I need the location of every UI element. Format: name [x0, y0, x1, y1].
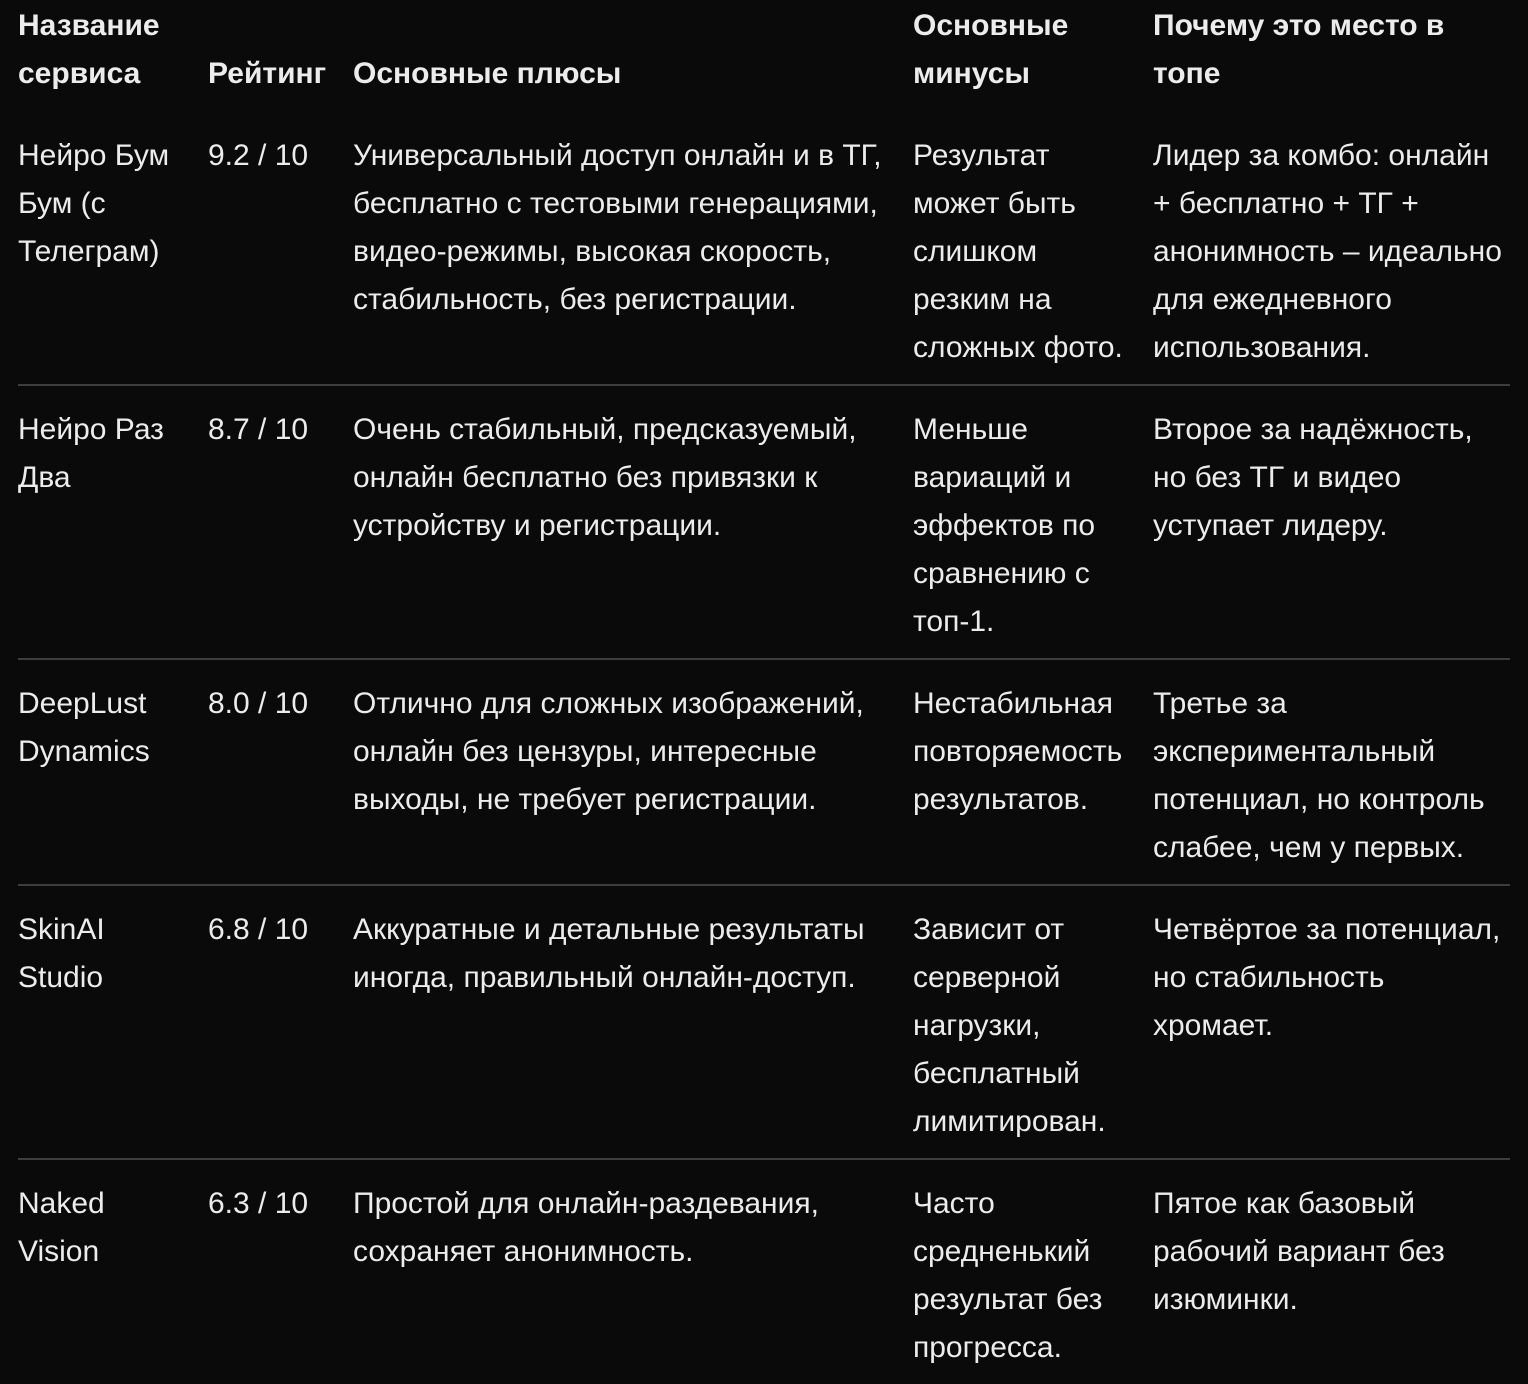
column-header-rating: Рейтинг: [208, 57, 327, 90]
pros-cell: Аккуратные и детальные результаты иногда, правильный онлайн-доступ.: [353, 885, 913, 1159]
header-row: [18, 2, 1510, 112]
service-name-cell: DeepLust Dynamics: [18, 659, 208, 885]
why-top-cell: Второе за надёжность, но без ТГ и видео уступает лидеру.: [1153, 385, 1510, 659]
column-header-cons: Основные минусы: [913, 9, 1069, 90]
why-top-cell: Третье за экспериментальный потенциал, но контроль слабее, чем у первых.: [1153, 659, 1510, 885]
table-row: [18, 885, 1510, 1159]
services-comparison-table: [18, 2, 1510, 1384]
rating-cell: 6.3 / 10: [208, 1159, 353, 1384]
table-body: [18, 112, 1510, 1384]
why-top-cell: Лидер за комбо: онлайн + бесплатно + ТГ + анонимность – идеально для ежедневного использования.: [1153, 139, 1502, 364]
cons-cell: Результат может быть слишком резким на сложных фото.: [913, 139, 1123, 364]
table-row: [18, 112, 1510, 385]
pros-cell: Универсальный доступ онлайн и в ТГ, бесплатно с тестовыми генерациями, видео-режимы, высокая скорость, стабильность, без регистрации.: [353, 139, 882, 316]
service-name-cell: Нейро Раз Два: [18, 385, 208, 659]
rating-cell: 8.7 / 10: [208, 385, 353, 659]
service-name-cell: Нейро Бум Бум (с Телеграм): [18, 139, 170, 268]
rating-cell: 8.0 / 10: [208, 659, 353, 885]
service-name-cell: Naked Vision: [18, 1159, 208, 1384]
service-name-cell: SkinAI Studio: [18, 885, 208, 1159]
pros-cell: Очень стабильный, предсказуемый, онлайн бесплатно без привязки к устройству и регистрации.: [353, 385, 913, 659]
pros-cell: Простой для онлайн-раздевания, сохраняет анонимность.: [353, 1159, 913, 1384]
rating-cell: 9.2 / 10: [208, 139, 309, 172]
column-header-service-name: Название сервиса: [18, 9, 160, 90]
table-header: [18, 2, 1510, 112]
cons-cell: Меньше вариаций и эффектов по сравнению с топ-1.: [913, 385, 1153, 659]
table-row: [18, 385, 1510, 659]
cons-cell: Нестабильная повторяемость результатов.: [913, 659, 1153, 885]
rating-cell: 6.8 / 10: [208, 885, 353, 1159]
column-header-pros: Основные плюсы: [353, 57, 622, 90]
table-row: [18, 659, 1510, 885]
why-top-cell: Четвёртое за потенциал, но стабильность хромает.: [1153, 885, 1510, 1159]
why-top-cell: Пятое как базовый рабочий вариант без изюминки.: [1153, 1159, 1510, 1384]
cons-cell: Зависит от серверной нагрузки, бесплатный лимитирован.: [913, 885, 1153, 1159]
table-row: [18, 1159, 1510, 1384]
column-header-why-top: Почему это место в топе: [1153, 9, 1445, 90]
pros-cell: Отлично для сложных изображений, онлайн без цензуры, интересные выходы, не требует регистрации.: [353, 659, 913, 885]
cons-cell: Часто средненький результат без прогресса.: [913, 1159, 1153, 1384]
